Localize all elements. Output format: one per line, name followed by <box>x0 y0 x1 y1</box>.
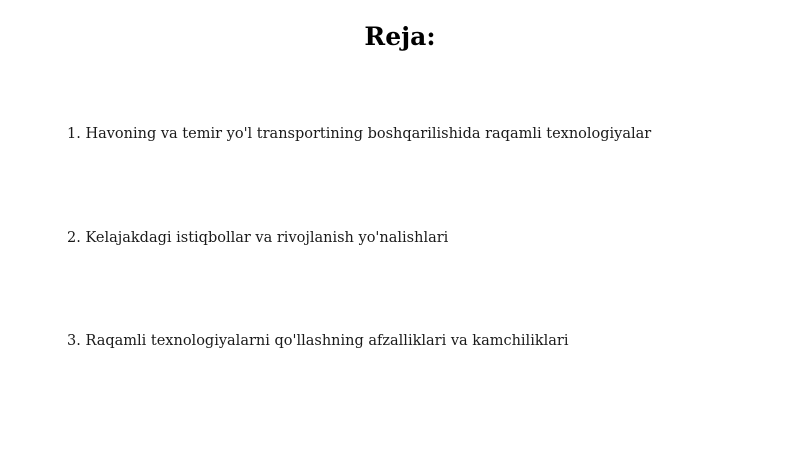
plan-item-3: 3. Raqamli texnologiyalarni qo'llashning afzalliklari va kamchiliklari <box>67 333 569 349</box>
plan-item-1: 1. Havoning va temir yo'l transportining boshqarilishida raqamli texnologiyalar <box>67 126 652 142</box>
slide-title: Reja: <box>364 22 436 51</box>
plan-item-2: 2. Kelajakdagi istiqbollar va rivojlanish yo'nalishlari <box>67 230 449 246</box>
